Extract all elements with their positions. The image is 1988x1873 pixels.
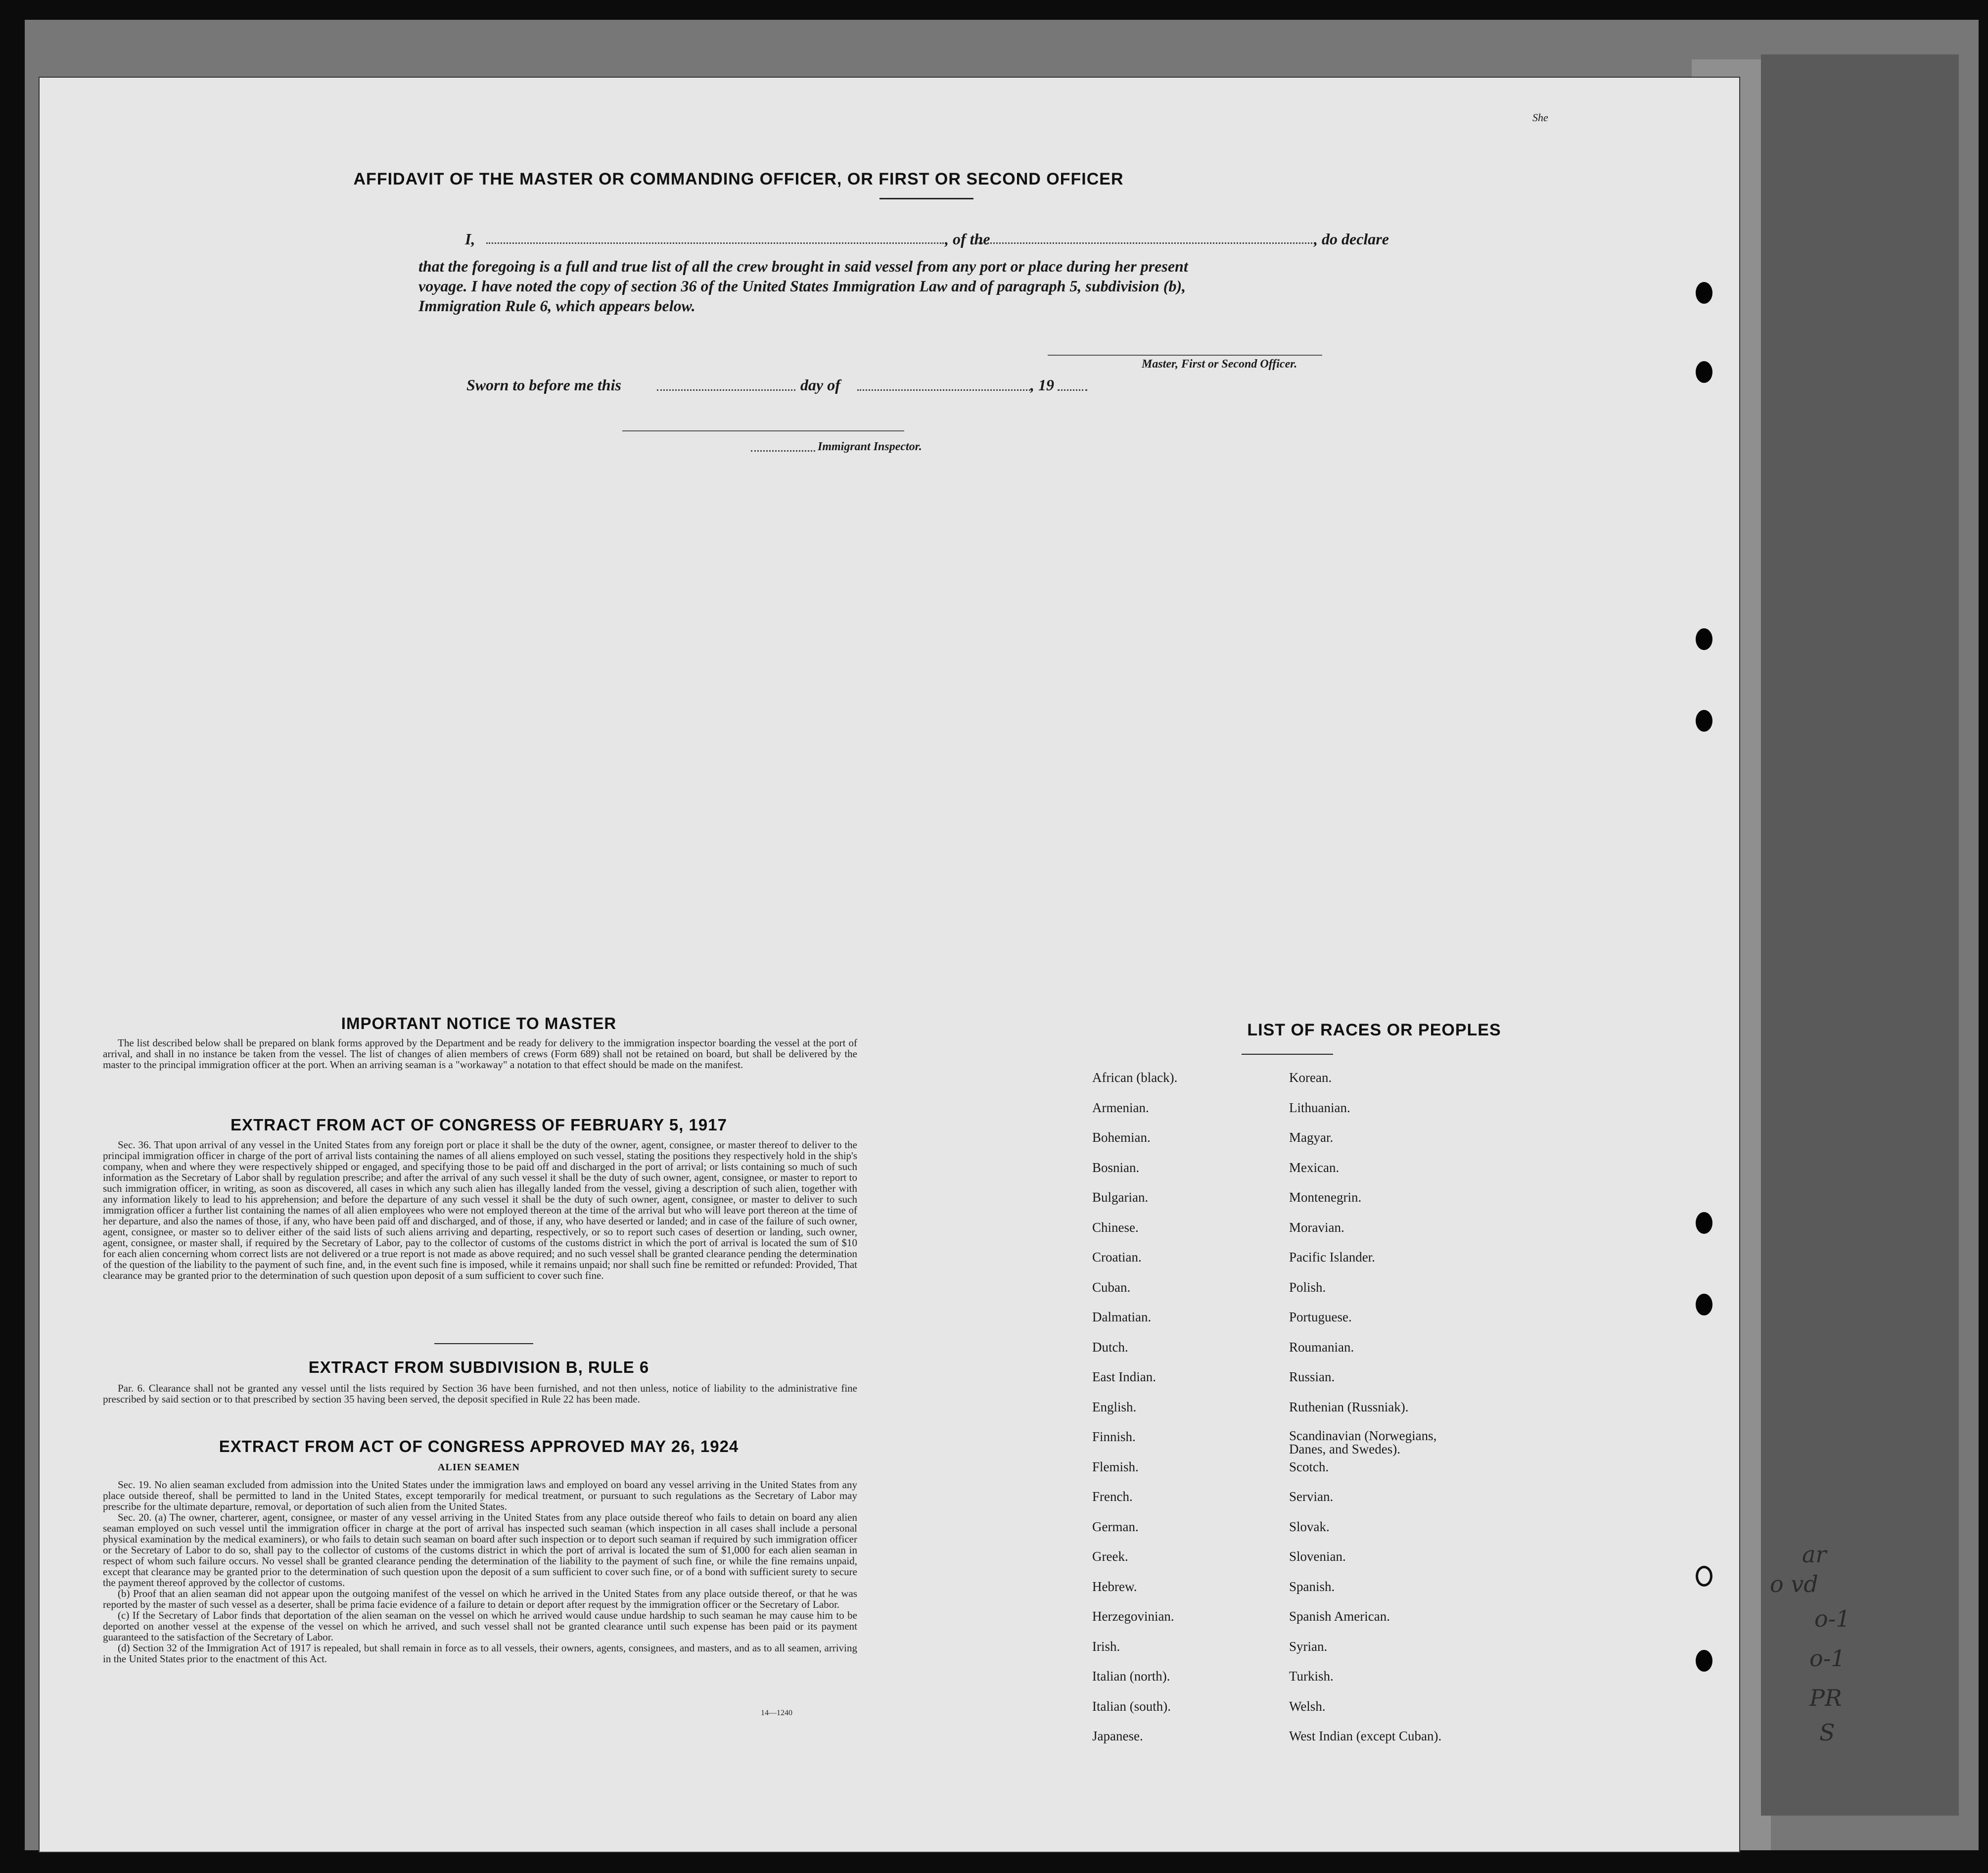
margin-note: S: [1819, 1719, 1835, 1746]
race-entry: Scandinavian (Norwegians, Danes, and Swedes).: [1289, 1428, 1437, 1456]
race-entry: Slovak.: [1289, 1519, 1330, 1534]
race-entry: Bulgarian.: [1092, 1190, 1149, 1205]
race-entry: Italian (south).: [1092, 1698, 1171, 1714]
race-entry: Hebrew.: [1092, 1579, 1137, 1594]
title-rule: [879, 198, 973, 199]
extract-1917-body: [103, 1139, 857, 1281]
race-entry: Croatian.: [1092, 1250, 1142, 1264]
margin-note: ar: [1802, 1541, 1827, 1568]
race-entry: English.: [1092, 1399, 1137, 1414]
race-entry: Herzegovinian.: [1092, 1609, 1174, 1624]
margin-note: o vd: [1770, 1571, 1818, 1597]
binder-hole-empty: [1696, 1566, 1712, 1587]
extract-1924-title: EXTRACT FROM ACT OF CONGRESS APPROVED MAY 26, 1924: [219, 1437, 739, 1455]
subdivision-body: [103, 1383, 857, 1405]
binder-hole: [1696, 282, 1712, 304]
affidavit-line-2: voyage. I have noted the copy of section 36 of the United States Immigration Law and of paragraph 5, subdivision (b),: [418, 277, 1186, 295]
race-entry: Roumanian.: [1289, 1339, 1354, 1355]
sworn-label: Sworn to before me this: [466, 376, 621, 394]
margin-note: PR: [1809, 1685, 1842, 1711]
race-entry: Portuguese.: [1289, 1310, 1352, 1324]
race-entry: Montenegrin.: [1289, 1190, 1362, 1205]
race-entry: Scotch.: [1289, 1459, 1329, 1474]
inspector-signature-line[interactable]: [622, 430, 904, 431]
binder-hole: [1696, 1294, 1712, 1315]
sec-19-text: Sec. 19. No alien seaman excluded from admission into the United States under the immigration laws and employed on board any vessel arriving in the United States from any place outside thereof, shall be permitted to land in the United States, except temporarily for medical treatment, or pursuant to such regulations as the Secretary of Labor may prescribe for the ultimate departure, removal, or deportation of such alien from the United States.: [103, 1479, 857, 1512]
binder-hole: [1696, 628, 1712, 650]
notice-body: [103, 1037, 857, 1070]
sec-20d-text: (d) Section 32 of the Immigration Act of 1917 is repealed, but shall remain in force as to all vessels, their owners, agents, consignees, and masters, and as to all seamen, arriving in the United States prior to the enactment of this Act.: [103, 1642, 857, 1665]
race-entry: Magyar.: [1289, 1130, 1334, 1145]
race-entry: Finnish.: [1092, 1429, 1136, 1444]
race-entry: Moravian.: [1289, 1219, 1344, 1235]
name-blank[interactable]: [486, 242, 944, 244]
form-number: 14—1240: [761, 1709, 792, 1717]
affidavit-i-label: I,: [465, 230, 475, 248]
alien-seamen-subtitle: ALIEN SEAMEN: [438, 1462, 520, 1473]
affidavit-title: AFFIDAVIT OF THE MASTER OR COMMANDING OFFICER, OR FIRST OR SECOND OFFICER: [353, 170, 1124, 188]
race-entry: Cuban.: [1092, 1279, 1131, 1295]
race-entry: Bosnian.: [1092, 1160, 1140, 1175]
race-entry: Polish.: [1289, 1279, 1326, 1295]
affidavit-of-the: , of the: [945, 230, 990, 248]
extract-1924-body: [103, 1479, 857, 1664]
sworn-month-blank[interactable]: [857, 389, 1030, 391]
race-entry: African (black).: [1092, 1070, 1178, 1085]
races-title: LIST OF RACES OR PEOPLES: [1247, 1021, 1501, 1039]
race-entry: Flemish.: [1092, 1459, 1139, 1474]
race-entry: Greek.: [1092, 1549, 1128, 1564]
race-entry: Mexican.: [1289, 1160, 1340, 1175]
signature-line[interactable]: [1048, 355, 1322, 356]
race-entry: Spanish American.: [1289, 1609, 1390, 1624]
sec-20b-text: (b) Proof that an alien seaman did not appear upon the outgoing manifest of the vessel on which he arrived in the United States from any place outside thereof, or that he was reported by the master of such vessel as a deserter, shall be prima facie evidence of a failure to detain or deport after request by the immigration officer or the Secretary of Labor.: [103, 1588, 857, 1610]
affidavit-line-1: that the foregoing is a full and true list of all the crew brought in said vessel from any port or place during her present: [418, 257, 1188, 275]
notice-text: The list described below shall be prepared on blank forms approved by the Department and be ready for delivery to the immigration inspector boarding the vessel at the port of arrival, and shall in no instance be taken from the vessel. The list of changes of alien members of crews (Form 689) shall not be retained on board, but shall be delivered by the master to the principal immigration officer at the port. When an arriving seaman is a "workaway" a notation to that effect should be made on the manifest.: [103, 1037, 857, 1071]
vessel-blank[interactable]: [976, 242, 1312, 244]
binder-hole: [1696, 1212, 1712, 1234]
race-entry: Pacific Islander.: [1289, 1250, 1375, 1264]
race-entry: Dalmatian.: [1092, 1310, 1152, 1324]
binder-hole: [1696, 361, 1712, 383]
race-entry: Slovenian.: [1289, 1549, 1346, 1564]
race-entry: Lithuanian.: [1289, 1100, 1350, 1115]
race-entry: West Indian (except Cuban).: [1289, 1729, 1442, 1743]
sec-20a-text: Sec. 20. (a) The owner, charterer, agent, consignee, or master of any vessel arriving in the United States from any place outside thereof who fails to detain on board any alien seaman employed on such vessel until the immigration officer in charge at the port of arrival has inspected such seaman (which inspection in all cases shall include a personal physical examination by the medical examiners), or who fails to detain such seaman on board after such inspection or to deport such seaman if required by such immigration officer or the Secretary of Labor to do so, shall pay to the collector of customs of the customs district in which the port of arrival is located the sum of $1,000 for each alien seaman in respect of whom such failure occurs. No vessel shall be granted clearance pending the determination of the liability to the payment of such fine, or while the fine remains unpaid, except that clearance may be granted prior to the determination of such question upon the deposit of a sum sufficient to cover such fine, or of a bond with sufficient surety to secure the payment thereof approved by the collector of customs.: [103, 1511, 857, 1589]
race-entry: Syrian.: [1289, 1639, 1328, 1654]
notice-title: IMPORTANT NOTICE TO MASTER: [341, 1014, 617, 1032]
race-entry: Servian.: [1289, 1489, 1334, 1504]
binder-hole: [1696, 710, 1712, 732]
subdivision-title: EXTRACT FROM SUBDIVISION B, RULE 6: [308, 1358, 649, 1376]
race-entry: Russian.: [1289, 1369, 1335, 1384]
corner-mark: She: [1532, 111, 1548, 124]
binder-hole: [1696, 1650, 1712, 1672]
section-36-text: Sec. 36. That upon arrival of any vessel in the United States from any foreign port or place it shall be the duty of the owner, agent, consignee, or master thereof to deliver to the principal immigration officer in charge of the port of arrival lists containing the names of all aliens employed on such vessel, stating the positions they respectively hold in the ship's company, when and where they were respectively shipped or engaged, and specifying those to be paid off and discharged in the port of arrival; or lists containing so much of such information as the Secretary of Labor shall by regulation prescribe; and after the arrival of any such vessel it shall be the duty of such owner, agent, consignee, or master to report to such immigration officer, in writing, as soon as discovered, all cases in which any such alien has illegally landed from the vessel, giving a description of such alien, together with any information likely to lead to his apprehension; and before the departure of any such vessel it shall be the duty of such owner, agent, consignee, or master to deliver to such immigration officer a further list containing the names of all alien employees who were not employed thereon at the time of the arrival but who will leave port thereon at the time of her departure, and also the names of those, if any, who have been paid off and discharged, and of those, if any, who have deserted or landed; and in case of the failure of such owner, agent, consignee, or master so to deliver either of the said lists of such aliens arriving and departing, respectively, or so to report such cases of desertion or landing, such owner, agent, consignee, or master shall, if required by the Secretary of Labor, pay to the collector of customs of the customs district in which the port of arrival is located the sum of $10 for each alien concerning whom correct lists are not delivered or a true report is not made as above required; and no such vessel shall be granted clearance pending the determination of the question of the liability to the payment of such fine, and, in the event such fine is imposed, while it remains unpaid; nor shall such fine be remitted or refunded: Provided, That clearance may be granted prior to the determination of such question upon deposit of a sum sufficient to cover such fine.: [103, 1139, 857, 1281]
race-entry: Korean.: [1289, 1070, 1332, 1085]
underlying-sheet-edge-dark: [1761, 54, 1959, 1816]
race-entry: Dutch.: [1092, 1339, 1128, 1355]
race-entry: Armenian.: [1092, 1100, 1149, 1115]
race-entry: Bohemian.: [1092, 1130, 1151, 1145]
race-entry: Turkish.: [1289, 1669, 1334, 1684]
signature-label: Master, First or Second Officer.: [1142, 358, 1297, 371]
race-entry: Spanish.: [1289, 1579, 1335, 1594]
inspector-label: Immigrant Inspector.: [818, 440, 922, 453]
inspector-dots: [751, 450, 815, 452]
race-entry: Japanese.: [1092, 1729, 1143, 1743]
races-title-rule: [1242, 1054, 1333, 1055]
sworn-year-blank[interactable]: [1058, 389, 1087, 391]
race-entry: Ruthenian (Russniak).: [1289, 1399, 1409, 1414]
sworn-day-blank[interactable]: [657, 389, 795, 391]
race-entry: East Indian.: [1092, 1369, 1156, 1384]
extract-1917-title: EXTRACT FROM ACT OF CONGRESS OF FEBRUARY 5, 1917: [231, 1116, 727, 1134]
section-divider: [434, 1343, 533, 1344]
race-entry: French.: [1092, 1489, 1133, 1504]
affidavit-do-declare: , do declare: [1314, 230, 1389, 248]
day-of-label: day of: [800, 376, 840, 394]
race-entry: German.: [1092, 1519, 1139, 1534]
year-label: , 19: [1030, 376, 1054, 394]
paragraph-6-text: Par. 6. Clearance shall not be granted any vessel until the lists required by Section 36 have been furnished, and not then unless, notice of liability to the administrative fine prescribed by said section or to that prescribed by section 35 having been served, the deposit specified in Rule 22 has been made.: [103, 1382, 857, 1405]
race-entry: Italian (north).: [1092, 1669, 1170, 1684]
affidavit-line-3: Immigration Rule 6, which appears below.: [418, 297, 695, 315]
race-entry: Welsh.: [1289, 1698, 1326, 1714]
margin-note: o-1: [1814, 1605, 1850, 1632]
sec-20c-text: (c) If the Secretary of Labor finds that deportation of the alien seaman on the vessel on which he arrived would cause undue hardship to such seaman he may cause him to be deported on another vessel at the expense of the vessel on which he arrived, and such vessel shall not be granted clearance until such expense has been paid or its payment guaranteed to the satisfaction of the Secretary of Labor.: [103, 1609, 857, 1643]
document-page: [39, 77, 1850, 1853]
margin-note: o-1: [1809, 1645, 1846, 1672]
race-entry: Chinese.: [1092, 1219, 1139, 1235]
race-entry: Irish.: [1092, 1639, 1120, 1654]
